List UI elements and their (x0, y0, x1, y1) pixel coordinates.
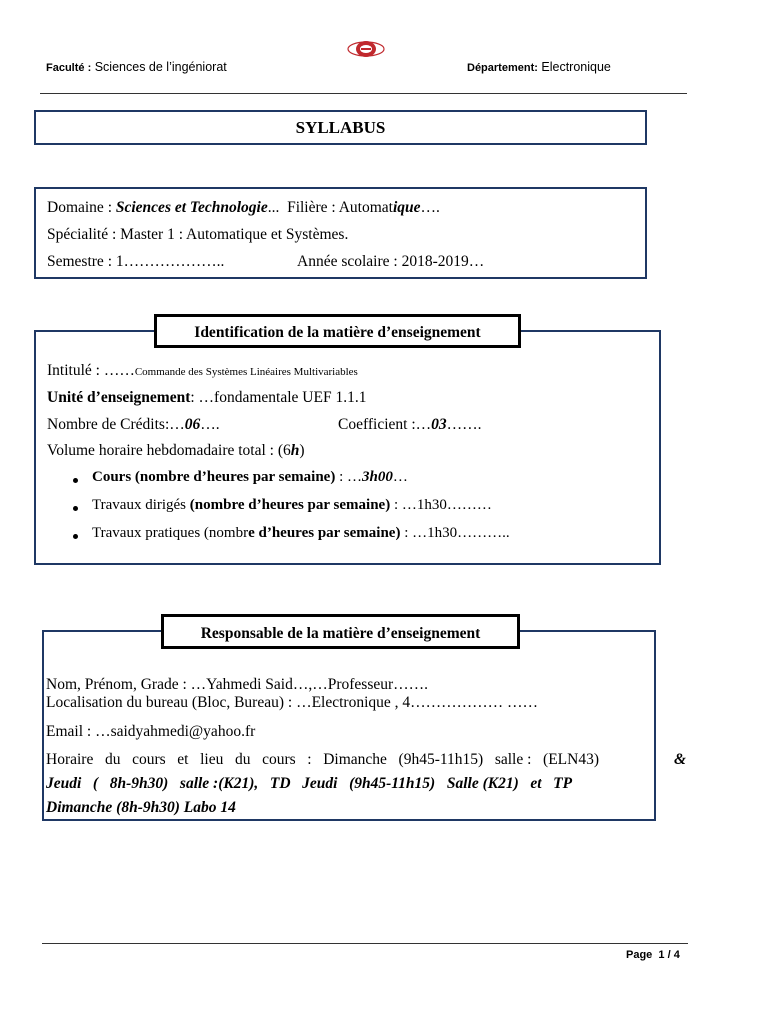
cours-line (92, 469, 408, 486)
tp-bold: e d’heures par semaine) (248, 525, 401, 541)
coefficient-value: 03 (431, 416, 447, 433)
domaine-dots: ... (267, 199, 280, 216)
bullet-icon (73, 534, 78, 539)
domaine-value: Sciences et Technologie (115, 199, 268, 216)
unite-label: Unité d’enseignement (47, 389, 191, 406)
volume-value: h (290, 442, 300, 459)
specialite-line: Spécialité : Master 1 : Automatique et Systèmes. (47, 226, 349, 243)
bullet-icon (73, 506, 78, 511)
cours-label: Cours (nombre d’heures par semaine) (92, 469, 336, 485)
credits-label: Nombre de Crédits:… (47, 416, 185, 433)
domaine-line (47, 199, 440, 217)
departement-label: Département: (467, 62, 538, 74)
coefficient-line (338, 416, 482, 434)
semestre-line: Semestre : 1……………….. (47, 253, 225, 270)
coefficient-label: Coefficient :… (338, 416, 432, 433)
intitule-value: Commande des Systèmes Linéaires Multivariables (134, 366, 358, 378)
header-rule (40, 93, 687, 94)
faculte-label: Faculté : (46, 62, 92, 74)
horaire-text-1: Horaire du cours et lieu du cours : Dimanche (9h45-11h15) salle : (ELN43) (46, 751, 599, 768)
coefficient-dots: ……. (446, 416, 482, 433)
page-number: Page 1 / 4 (626, 949, 680, 961)
localisation-line: Localisation du bureau (Bloc, Bureau) : …Electronique , 4……………… …… (46, 694, 539, 711)
horaire-line-3: Dimanche (8h-9h30) Labo 14 (46, 799, 236, 816)
volume-end: ) (299, 442, 305, 459)
tp-value: : …1h30……….. (400, 525, 510, 541)
tp-line (92, 525, 510, 542)
filiere-label: Filière : Automat (287, 199, 393, 216)
departement-line (467, 60, 611, 74)
footer-rule (42, 943, 688, 944)
filiere-dots: …. (420, 199, 440, 216)
credits-dots: …. (200, 416, 220, 433)
cours-value: 3h00 (362, 469, 393, 485)
responsable-title: Responsable de la matière d’enseignement (200, 625, 481, 642)
syllabus-title-box (34, 110, 647, 145)
unite-value: : …fondamentale UEF 1.1.1 (190, 389, 367, 406)
filiere-value: ique (392, 199, 421, 216)
credits-value: 06 (184, 416, 201, 433)
page-title: SYLLABUS (295, 118, 386, 137)
tp-label: Travaux pratiques (nombr (92, 525, 249, 541)
td-value: : …1h30……… (390, 497, 492, 513)
horaire-line-2: Jeudi ( 8h-9h30) salle :(K21), TD Jeudi (9h45-11h15) Salle (K21) et TP (46, 775, 573, 792)
responsable-title-box (161, 614, 520, 649)
nom-line: Nom, Prénom, Grade : …Yahmedi Said…,…Professeur……. (46, 676, 429, 693)
faculte-value: Sciences de l’ingéniorat (94, 60, 227, 74)
td-bold: (nombre d’heures par semaine) (186, 497, 391, 513)
departement-value: Electronique (541, 60, 611, 74)
cours-sep: : … (335, 469, 363, 485)
identification-title: Identification de la matière d’enseignement (194, 324, 481, 341)
volume-label: Volume horaire hebdomadaire total : (6 (47, 442, 291, 459)
annee-line: Année scolaire : 2018-2019… (297, 253, 485, 270)
bullet-icon (73, 478, 78, 483)
email-line: Email : …saidyahmedi@yahoo.fr (46, 723, 256, 740)
cours-dots: … (392, 469, 408, 485)
domaine-label: Domaine : (47, 199, 112, 216)
td-label: Travaux dirigés (92, 497, 187, 513)
unite-line (47, 389, 366, 407)
horaire-amp: & (673, 751, 686, 768)
credits-line (47, 416, 220, 434)
td-line (92, 497, 492, 514)
faculte-line (46, 60, 227, 74)
volume-line (47, 442, 305, 460)
intitule-line (47, 362, 358, 380)
intitule-label: Intitulé : …… (47, 362, 135, 379)
university-logo-icon (345, 38, 387, 60)
identification-title-box (154, 314, 521, 348)
horaire-line-1 (46, 751, 686, 769)
